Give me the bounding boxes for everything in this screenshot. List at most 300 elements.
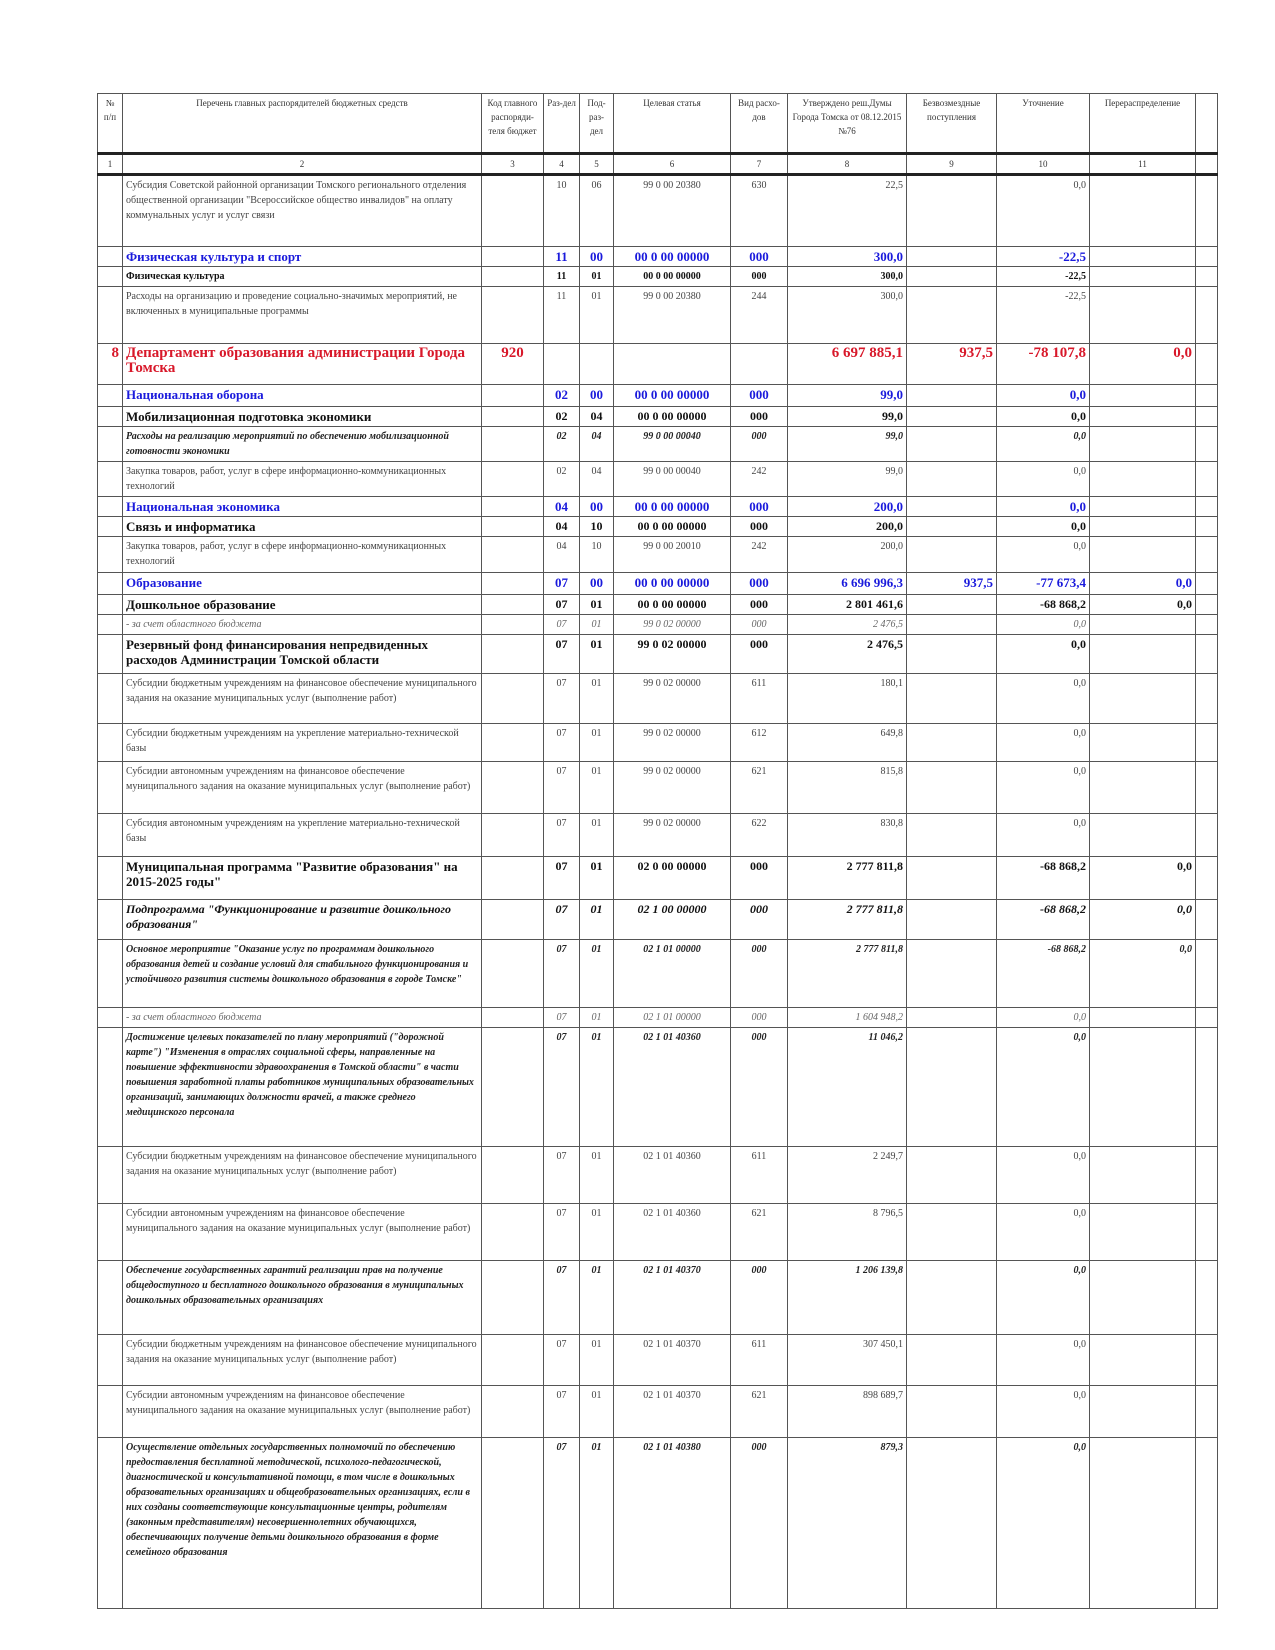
row-approved: 2 476,5 (788, 615, 907, 635)
row-expense-type: 611 (731, 674, 788, 724)
row-redistribution (1090, 427, 1196, 462)
row-name: Физическая культура (123, 267, 482, 287)
table-row (98, 1335, 1218, 1386)
row-extra (1196, 724, 1218, 762)
row-code (482, 857, 544, 900)
row-name: Мобилизационная подготовка экономики (123, 407, 482, 427)
row-section: 04 (544, 537, 580, 573)
row-grants (907, 385, 997, 407)
row-redistribution (1090, 1147, 1196, 1204)
row-redistribution (1090, 497, 1196, 517)
row-redistribution (1090, 517, 1196, 537)
row-approved: 1 604 948,2 (788, 1008, 907, 1028)
row-redistribution (1090, 1261, 1196, 1335)
row-code (482, 462, 544, 497)
row-redistribution (1090, 1028, 1196, 1147)
col-extra-header (1196, 94, 1218, 154)
table-row (98, 462, 1218, 497)
row-expense-type: 000 (731, 595, 788, 615)
col-adjustment-header: Уточнение (997, 94, 1090, 154)
row-grants (907, 517, 997, 537)
row-grants (907, 175, 997, 247)
row-redistribution (1090, 1335, 1196, 1386)
row-target-article: 99 0 00 20010 (614, 537, 731, 573)
row-redistribution (1090, 724, 1196, 762)
row-target-article: 99 0 02 00000 (614, 814, 731, 857)
col-name-header: Перечень главных распорядителей бюджетных средств (123, 94, 482, 154)
row-expense-type (731, 344, 788, 385)
row-approved: 1 206 139,8 (788, 1261, 907, 1335)
row-grants (907, 940, 997, 1008)
row-code (482, 1386, 544, 1438)
row-adjustment: 0,0 (997, 1438, 1090, 1609)
table-row (98, 762, 1218, 814)
row-redistribution: 0,0 (1090, 900, 1196, 940)
row-subsection: 01 (580, 900, 614, 940)
row-extra (1196, 595, 1218, 615)
row-grants (907, 1008, 997, 1028)
row-subsection: 04 (580, 462, 614, 497)
col-number-header: № п/п (98, 94, 123, 154)
row-subsection (580, 344, 614, 385)
col-name-number: 2 (123, 154, 482, 175)
row-subsection: 00 (580, 497, 614, 517)
row-extra (1196, 175, 1218, 247)
row-redistribution (1090, 1204, 1196, 1261)
row-expense-type: 244 (731, 287, 788, 344)
row-redistribution (1090, 615, 1196, 635)
row-grants (907, 462, 997, 497)
row-approved: 2 777 811,8 (788, 900, 907, 940)
row-target-article: 02 1 01 00000 (614, 940, 731, 1008)
row-subsection: 01 (580, 635, 614, 674)
row-extra (1196, 857, 1218, 900)
row-target-article: 00 0 00 00000 (614, 497, 731, 517)
row-target-article: 00 0 00 00000 (614, 267, 731, 287)
row-extra (1196, 762, 1218, 814)
row-approved: 99,0 (788, 407, 907, 427)
row-name: Субсидии бюджетным учреждениям на финансовое обеспечение муниципального задания на оказание муниципальных услуг (выполнение работ) (123, 1335, 482, 1386)
row-extra (1196, 344, 1218, 385)
row-redistribution (1090, 674, 1196, 724)
row-section: 04 (544, 517, 580, 537)
row-number (98, 287, 123, 344)
row-extra (1196, 497, 1218, 517)
row-number (98, 427, 123, 462)
row-grants (907, 267, 997, 287)
row-redistribution: 0,0 (1090, 857, 1196, 900)
row-subsection: 01 (580, 674, 614, 724)
row-approved: 200,0 (788, 497, 907, 517)
row-section: 07 (544, 1386, 580, 1438)
table-row (98, 1028, 1218, 1147)
row-extra (1196, 1335, 1218, 1386)
row-extra (1196, 517, 1218, 537)
row-number (98, 900, 123, 940)
row-code (482, 724, 544, 762)
col-grants-number: 9 (907, 154, 997, 175)
row-expense-type: 000 (731, 427, 788, 462)
row-approved: 6 696 996,3 (788, 573, 907, 595)
table-row (98, 1008, 1218, 1028)
row-target-article: 99 0 02 00000 (614, 635, 731, 674)
row-grants (907, 1438, 997, 1609)
row-name: Субсидии автономным учреждениям на финансовое обеспечение муниципального задания на оказание муниципальных услуг (выполнение работ) (123, 1386, 482, 1438)
row-subsection: 06 (580, 175, 614, 247)
row-approved: 2 476,5 (788, 635, 907, 674)
row-number (98, 857, 123, 900)
row-number (98, 724, 123, 762)
row-section: 02 (544, 385, 580, 407)
row-redistribution: 0,0 (1090, 573, 1196, 595)
row-grants (907, 635, 997, 674)
row-number (98, 175, 123, 247)
col-redistribution-number: 11 (1090, 154, 1196, 175)
row-redistribution (1090, 407, 1196, 427)
row-expense-type: 000 (731, 407, 788, 427)
row-target-article: 02 1 01 40360 (614, 1147, 731, 1204)
row-redistribution (1090, 1386, 1196, 1438)
row-subsection: 04 (580, 427, 614, 462)
row-section: 07 (544, 635, 580, 674)
row-code (482, 517, 544, 537)
row-number (98, 407, 123, 427)
col-subsection-header: Под-раз-дел (580, 94, 614, 154)
col-expense-type-header: Вид расхо-дов (731, 94, 788, 154)
row-expense-type: 000 (731, 615, 788, 635)
row-expense-type: 242 (731, 462, 788, 497)
row-code (482, 573, 544, 595)
row-grants (907, 1204, 997, 1261)
row-approved: 99,0 (788, 427, 907, 462)
row-target-article: 99 0 02 00000 (614, 762, 731, 814)
row-grants (907, 1261, 997, 1335)
row-extra (1196, 814, 1218, 857)
row-section: 11 (544, 287, 580, 344)
row-approved: 830,8 (788, 814, 907, 857)
row-name: Национальная экономика (123, 497, 482, 517)
row-name: Достижение целевых показателей по плану мероприятий ("дорожной карте") "Изменения в отраслях социальной сферы, направленные на повышение эффективности здравоохранения в Томской области" в части повышения заработной платы работников муниципальных образовательных организаций, занимающих должности врачей, а также среднего медицинского персонала (123, 1028, 482, 1147)
row-target-article: 02 1 01 40370 (614, 1261, 731, 1335)
row-subsection: 01 (580, 814, 614, 857)
row-expense-type: 622 (731, 814, 788, 857)
table-row (98, 287, 1218, 344)
table-row (98, 385, 1218, 407)
row-target-article: 02 1 01 40360 (614, 1204, 731, 1261)
row-subsection: 00 (580, 247, 614, 267)
row-redistribution (1090, 635, 1196, 674)
row-section: 07 (544, 595, 580, 615)
row-extra (1196, 247, 1218, 267)
row-name: Субсидии бюджетным учреждениям на укрепление материально-технической базы (123, 724, 482, 762)
row-extra (1196, 1147, 1218, 1204)
row-code (482, 1261, 544, 1335)
row-expense-type: 000 (731, 497, 788, 517)
row-redistribution (1090, 462, 1196, 497)
row-approved: 99,0 (788, 462, 907, 497)
col-extra-number (1196, 154, 1218, 175)
row-number (98, 517, 123, 537)
row-section: 07 (544, 1008, 580, 1028)
table-row (98, 857, 1218, 900)
row-section: 04 (544, 497, 580, 517)
row-code (482, 497, 544, 517)
row-number: 8 (98, 344, 123, 385)
row-extra (1196, 1261, 1218, 1335)
row-expense-type: 621 (731, 1204, 788, 1261)
row-approved: 8 796,5 (788, 1204, 907, 1261)
row-grants (907, 1147, 997, 1204)
row-section: 07 (544, 762, 580, 814)
row-expense-type: 000 (731, 517, 788, 537)
row-target-article: 02 0 00 00000 (614, 857, 731, 900)
row-number (98, 267, 123, 287)
row-number (98, 1204, 123, 1261)
table-row (98, 635, 1218, 674)
row-number (98, 1008, 123, 1028)
col-code-header: Код главного распоряди-теля бюджет (482, 94, 544, 154)
table-row (98, 814, 1218, 857)
row-subsection: 01 (580, 1386, 614, 1438)
row-subsection: 04 (580, 407, 614, 427)
row-number (98, 537, 123, 573)
row-target-article: 02 1 01 00000 (614, 1008, 731, 1028)
row-extra (1196, 900, 1218, 940)
row-code (482, 427, 544, 462)
row-name: Закупка товаров, работ, услуг в сфере информационно-коммуникационных технологий (123, 462, 482, 497)
row-subsection: 01 (580, 1261, 614, 1335)
row-name: Муниципальная программа "Развитие образования" на 2015-2025 годы" (123, 857, 482, 900)
row-subsection: 01 (580, 1147, 614, 1204)
row-number (98, 635, 123, 674)
row-redistribution: 0,0 (1090, 940, 1196, 1008)
row-grants (907, 1028, 997, 1147)
table-row (98, 1204, 1218, 1261)
row-approved: 6 697 885,1 (788, 344, 907, 385)
row-adjustment: 0,0 (997, 517, 1090, 537)
row-extra (1196, 407, 1218, 427)
row-expense-type: 611 (731, 1147, 788, 1204)
row-adjustment: 0,0 (997, 674, 1090, 724)
row-target-article: 02 1 01 40380 (614, 1438, 731, 1609)
table-row (98, 175, 1218, 247)
row-approved: 300,0 (788, 287, 907, 344)
row-expense-type: 000 (731, 1008, 788, 1028)
row-section: 07 (544, 900, 580, 940)
row-target-article: 99 0 02 00000 (614, 674, 731, 724)
row-adjustment: 0,0 (997, 462, 1090, 497)
row-target-article: 00 0 00 00000 (614, 573, 731, 595)
row-extra (1196, 537, 1218, 573)
row-adjustment: 0,0 (997, 762, 1090, 814)
row-target-article: 00 0 00 00000 (614, 517, 731, 537)
row-code (482, 900, 544, 940)
row-section: 07 (544, 1028, 580, 1147)
row-extra (1196, 287, 1218, 344)
table-row (98, 595, 1218, 615)
col-target-article-number: 6 (614, 154, 731, 175)
row-redistribution (1090, 175, 1196, 247)
row-code (482, 537, 544, 573)
row-number (98, 1261, 123, 1335)
table-row (98, 900, 1218, 940)
row-expense-type: 621 (731, 762, 788, 814)
table-row (98, 407, 1218, 427)
row-code (482, 674, 544, 724)
row-code (482, 762, 544, 814)
row-name: Субсидия автономным учреждениям на укрепление материально-технической базы (123, 814, 482, 857)
row-redistribution (1090, 287, 1196, 344)
row-name: Субсидии автономным учреждениям на финансовое обеспечение муниципального задания на оказание муниципальных услуг (выполнение работ) (123, 762, 482, 814)
row-number (98, 573, 123, 595)
row-approved: 879,3 (788, 1438, 907, 1609)
row-redistribution (1090, 1008, 1196, 1028)
row-name: Департамент образования администрации Города Томска (123, 344, 482, 385)
row-number (98, 462, 123, 497)
col-section-number: 4 (544, 154, 580, 175)
row-expense-type: 000 (731, 267, 788, 287)
header-row (98, 94, 1218, 154)
row-code (482, 385, 544, 407)
row-adjustment: 0,0 (997, 1261, 1090, 1335)
row-section: 07 (544, 857, 580, 900)
row-target-article (614, 344, 731, 385)
col-code-number: 3 (482, 154, 544, 175)
row-expense-type: 630 (731, 175, 788, 247)
row-section: 07 (544, 1438, 580, 1609)
row-adjustment: -22,5 (997, 267, 1090, 287)
row-target-article: 02 1 01 40360 (614, 1028, 731, 1147)
row-number (98, 1335, 123, 1386)
row-extra (1196, 674, 1218, 724)
row-extra (1196, 1204, 1218, 1261)
row-target-article: 00 0 00 00000 (614, 595, 731, 615)
row-section: 07 (544, 674, 580, 724)
row-extra (1196, 1008, 1218, 1028)
row-target-article: 02 1 01 40370 (614, 1335, 731, 1386)
row-name: Основное мероприятие "Оказание услуг по программам дошкольного образования детей и создание условий для стабильного функционирования и устойчивого развития системы дошкольного образования в городе Томске" (123, 940, 482, 1008)
row-name: Образование (123, 573, 482, 595)
row-expense-type: 611 (731, 1335, 788, 1386)
row-adjustment: 0,0 (997, 537, 1090, 573)
row-target-article: 99 0 02 00000 (614, 615, 731, 635)
row-section: 02 (544, 462, 580, 497)
row-section (544, 344, 580, 385)
row-section: 07 (544, 573, 580, 595)
row-adjustment: 0,0 (997, 1335, 1090, 1386)
row-section: 02 (544, 407, 580, 427)
row-section: 07 (544, 940, 580, 1008)
row-grants (907, 724, 997, 762)
row-extra (1196, 573, 1218, 595)
row-code (482, 940, 544, 1008)
row-redistribution (1090, 267, 1196, 287)
col-approved-header: Утверждено реш.Думы Города Томска от 08.12.2015 №76 (788, 94, 907, 154)
row-subsection: 10 (580, 537, 614, 573)
row-grants (907, 857, 997, 900)
row-target-article: 99 0 00 00040 (614, 462, 731, 497)
row-target-article: 99 0 00 20380 (614, 287, 731, 344)
row-subsection: 01 (580, 857, 614, 900)
row-adjustment: -68 868,2 (997, 940, 1090, 1008)
table-row (98, 940, 1218, 1008)
row-subsection: 10 (580, 517, 614, 537)
row-number (98, 814, 123, 857)
row-target-article: 02 1 00 00000 (614, 900, 731, 940)
col-adjustment-number: 10 (997, 154, 1090, 175)
row-extra (1196, 427, 1218, 462)
column-number-row (98, 154, 1218, 175)
row-adjustment: -22,5 (997, 287, 1090, 344)
row-approved: 200,0 (788, 517, 907, 537)
row-target-article: 99 0 00 00040 (614, 427, 731, 462)
row-extra (1196, 1438, 1218, 1609)
table-row (98, 573, 1218, 595)
row-subsection: 01 (580, 762, 614, 814)
table-row (98, 615, 1218, 635)
row-expense-type: 000 (731, 940, 788, 1008)
col-target-article-header: Целевая статья (614, 94, 731, 154)
row-approved: 180,1 (788, 674, 907, 724)
row-redistribution (1090, 385, 1196, 407)
table-row (98, 724, 1218, 762)
row-section: 10 (544, 175, 580, 247)
row-grants (907, 674, 997, 724)
row-number (98, 1438, 123, 1609)
row-adjustment: -68 868,2 (997, 857, 1090, 900)
row-redistribution (1090, 247, 1196, 267)
row-redistribution: 0,0 (1090, 595, 1196, 615)
row-approved: 22,5 (788, 175, 907, 247)
row-name: Осуществление отдельных государственных полномочий по обеспечению предоставления бесплатной методической, психолого-педагогической, диагностической и консультативной помощи, в том числе в дошкольных образовательных организациях и общеобразовательных организациях, если в них созданы соответствующие консультационные центры, родителям (законным представителям) несовершеннолетних обучающихся, обеспечивающих получение детьми дошкольного образования в форме семейного образования (123, 1438, 482, 1609)
row-subsection: 01 (580, 1008, 614, 1028)
row-code (482, 1204, 544, 1261)
table-row (98, 517, 1218, 537)
row-number (98, 1028, 123, 1147)
row-adjustment: 0,0 (997, 497, 1090, 517)
row-section: 07 (544, 1147, 580, 1204)
row-name: - за счет областного бюджета (123, 615, 482, 635)
row-target-article: 02 1 01 40370 (614, 1386, 731, 1438)
row-subsection: 01 (580, 1335, 614, 1386)
table-row (98, 267, 1218, 287)
row-extra (1196, 462, 1218, 497)
row-target-article: 00 0 00 00000 (614, 247, 731, 267)
row-section: 07 (544, 724, 580, 762)
row-adjustment: -77 673,4 (997, 573, 1090, 595)
row-grants (907, 537, 997, 573)
row-redistribution (1090, 762, 1196, 814)
row-subsection: 01 (580, 940, 614, 1008)
row-adjustment: 0,0 (997, 1147, 1090, 1204)
row-subsection: 01 (580, 1204, 614, 1261)
row-name: Субсидии бюджетным учреждениям на финансовое обеспечение муниципального задания на оказание муниципальных услуг (выполнение работ) (123, 1147, 482, 1204)
row-approved: 99,0 (788, 385, 907, 407)
row-redistribution (1090, 1438, 1196, 1609)
row-adjustment: 0,0 (997, 427, 1090, 462)
row-expense-type: 000 (731, 1261, 788, 1335)
row-number (98, 497, 123, 517)
row-name: Расходы на реализацию мероприятий по обеспечению мобилизационной готовности экономики (123, 427, 482, 462)
row-adjustment: 0,0 (997, 814, 1090, 857)
row-adjustment: 0,0 (997, 615, 1090, 635)
row-approved: 649,8 (788, 724, 907, 762)
col-subsection-number: 5 (580, 154, 614, 175)
row-code (482, 1147, 544, 1204)
col-section-header: Раз-дел (544, 94, 580, 154)
row-section: 07 (544, 1261, 580, 1335)
row-name: - за счет областного бюджета (123, 1008, 482, 1028)
